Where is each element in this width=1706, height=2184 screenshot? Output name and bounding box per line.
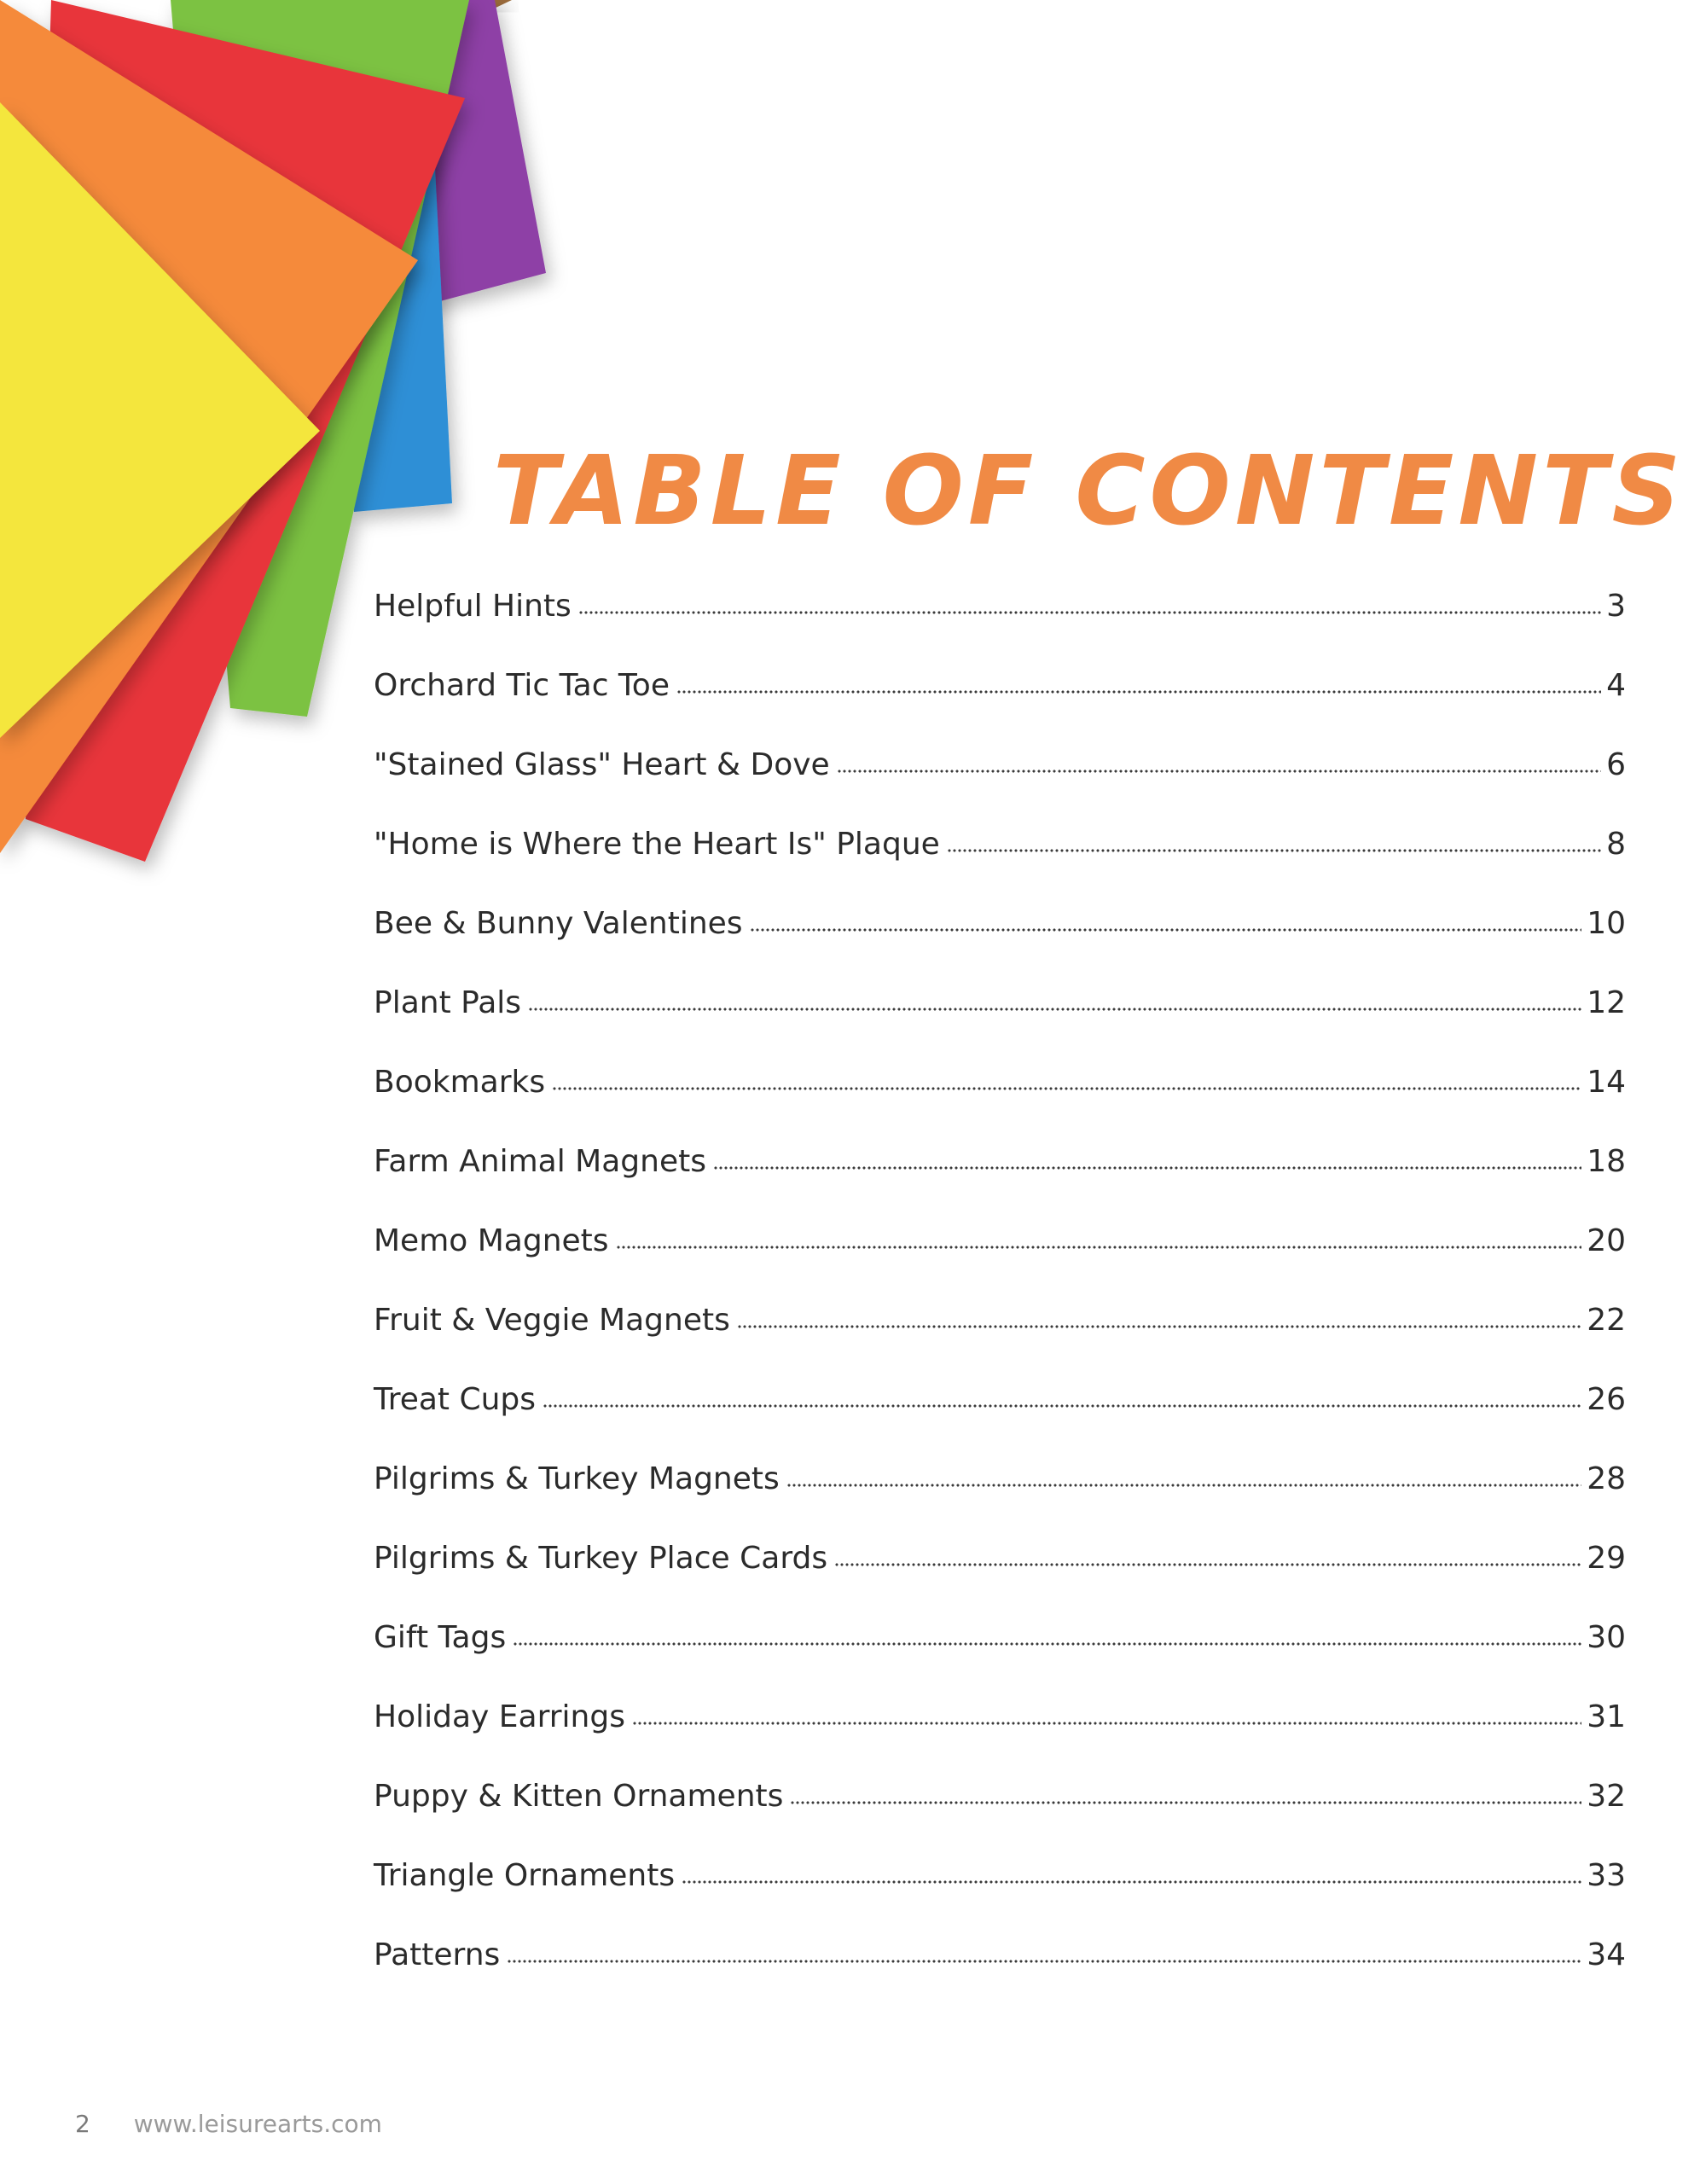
toc-dot-leader — [837, 770, 1601, 773]
toc-entry — [374, 668, 1626, 747]
toc-entry-page-number: 18 — [1587, 1144, 1626, 1179]
toc-dot-leader — [632, 1722, 1581, 1725]
footer-url: www.leisurearts.com — [133, 2110, 382, 2138]
toc-entry-page-number: 31 — [1587, 1699, 1626, 1734]
toc-entry-label: Helpful Hints — [374, 589, 572, 624]
toc-entry-page-number: 26 — [1587, 1382, 1626, 1417]
toc-dot-leader — [513, 1642, 1581, 1646]
toc-entry — [374, 985, 1626, 1065]
toc-entry — [374, 1144, 1626, 1223]
toc-entry-page-number: 28 — [1587, 1461, 1626, 1496]
toc-entry — [374, 1065, 1626, 1144]
toc-entry-label: Treat Cups — [374, 1382, 537, 1417]
toc-dot-leader — [737, 1325, 1581, 1328]
toc-entry — [374, 1541, 1626, 1620]
toc-dot-leader — [834, 1563, 1581, 1566]
toc-entry — [374, 1303, 1626, 1382]
toc-entry-page-number: 29 — [1587, 1541, 1626, 1576]
toc-entry — [374, 1779, 1626, 1858]
toc-entry — [374, 1223, 1626, 1303]
toc-entry-page-number: 30 — [1587, 1620, 1626, 1655]
toc-entry — [374, 747, 1626, 827]
toc-entry-page-number: 4 — [1606, 668, 1626, 703]
page-title: TABLE OF CONTENTS — [493, 436, 1686, 547]
toc-entry-page-number: 10 — [1587, 906, 1626, 941]
toc-entry-label: Memo Magnets — [374, 1223, 609, 1258]
toc-dot-leader — [786, 1484, 1581, 1487]
toc-entry-label: Orchard Tic Tac Toe — [374, 668, 670, 703]
toc-entry — [374, 1858, 1626, 1937]
toc-entry-page-number: 6 — [1606, 747, 1626, 782]
toc-entry-label: Patterns — [374, 1937, 501, 1972]
toc-entry-page-number: 8 — [1606, 827, 1626, 862]
toc-dot-leader — [616, 1246, 1582, 1249]
toc-dot-leader — [790, 1801, 1581, 1804]
toc-entry-label: Bookmarks — [374, 1065, 546, 1100]
toc-entry — [374, 1620, 1626, 1699]
toc-entry — [374, 906, 1626, 985]
toc-entry — [374, 589, 1626, 668]
toc-entry-page-number: 34 — [1587, 1937, 1626, 1972]
toc-dot-leader — [682, 1880, 1581, 1884]
toc-entry-page-number: 33 — [1587, 1858, 1626, 1893]
toc-dot-leader — [947, 849, 1601, 852]
toc-dot-leader — [543, 1404, 1581, 1408]
toc-entry-page-number: 14 — [1587, 1065, 1626, 1100]
toc-dot-leader — [528, 1008, 1581, 1011]
toc-entry-page-number: 20 — [1587, 1223, 1626, 1258]
toc-entry — [374, 1937, 1626, 2017]
toc-entry-page-number: 32 — [1587, 1779, 1626, 1814]
toc-entry-label: Pilgrims & Turkey Magnets — [374, 1461, 780, 1496]
toc-dot-leader — [676, 690, 1601, 694]
toc-entry-label: Holiday Earrings — [374, 1699, 625, 1734]
toc-entry-label: Triangle Ornaments — [374, 1858, 676, 1893]
toc-list — [374, 589, 1626, 2017]
toc-entry-label: "Home is Where the Heart Is" Plaque — [374, 827, 940, 862]
footer — [75, 2110, 382, 2138]
toc-dot-leader — [750, 928, 1582, 932]
footer-page-number: 2 — [75, 2110, 90, 2138]
toc-dot-leader — [552, 1087, 1581, 1090]
toc-entry — [374, 1461, 1626, 1541]
toc-entry — [374, 1382, 1626, 1461]
toc-dot-leader — [507, 1960, 1581, 1963]
toc-entry — [374, 1699, 1626, 1779]
toc-entry-page-number: 22 — [1587, 1303, 1626, 1338]
toc-entry-label: Bee & Bunny Valentines — [374, 906, 743, 941]
toc-entry — [374, 827, 1626, 906]
toc-dot-leader — [713, 1166, 1581, 1170]
toc-dot-leader — [578, 611, 1601, 614]
toc-entry-label: Farm Animal Magnets — [374, 1144, 706, 1179]
toc-entry-label: Gift Tags — [374, 1620, 507, 1655]
toc-entry-label: "Stained Glass" Heart & Dove — [374, 747, 830, 782]
toc-entry-label: Pilgrims & Turkey Place Cards — [374, 1541, 828, 1576]
toc-entry-page-number: 3 — [1606, 589, 1626, 624]
toc-entry-label: Fruit & Veggie Magnets — [374, 1303, 730, 1338]
toc-entry-label: Plant Pals — [374, 985, 522, 1020]
toc-entry-label: Puppy & Kitten Ornaments — [374, 1779, 784, 1814]
toc-entry-page-number: 12 — [1587, 985, 1626, 1020]
